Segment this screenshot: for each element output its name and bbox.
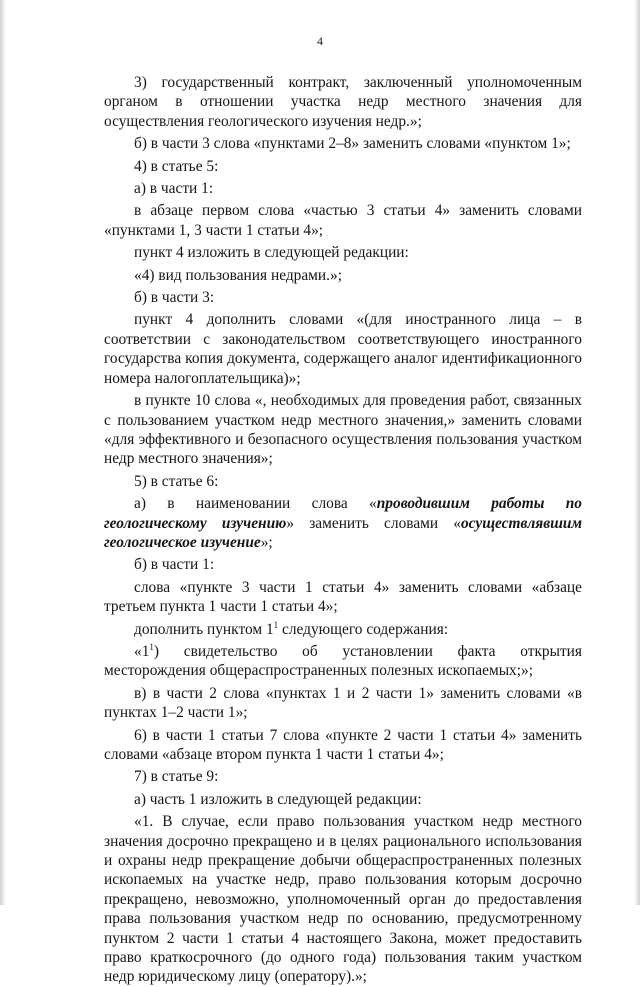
- paragraph: б) в части 1:: [134, 556, 215, 574]
- page-number: 4: [317, 34, 323, 48]
- paragraph: 4) в статье 5:: [134, 157, 219, 175]
- text-run: следующего содержания:: [278, 620, 449, 638]
- paragraph: «4) вид пользования недрами.»;: [134, 266, 342, 284]
- paragraph: в) в части 2 слова «пунктах 1 и 2 части 1» заменить словами «в пунктах 1–2 части 1»;: [104, 684, 582, 722]
- paragraph: в пункте 10 слова «, необходимых для проведения работ, связанных с пользованием участком недр местного значения,» заменить словами «для эффективного и безопасного осуществления пользования участком недр местного значения»;: [104, 392, 582, 468]
- superscript: 1: [273, 619, 279, 630]
- text-run: » заменить словами «: [286, 514, 461, 532]
- superscript: 1: [149, 641, 154, 652]
- text-run: а) в наименовании слова «: [134, 495, 377, 513]
- paragraph: в абзаце первом слова «частью 3 статьи 4» заменить словами «пунктами 1, 3 части 1 статьи 4»;: [104, 202, 582, 239]
- paragraph-mixed: [104, 620, 582, 639]
- text-run: дополнить пунктом 1: [134, 620, 274, 638]
- scan-right-edge: [634, 0, 640, 905]
- text-run: «1: [134, 642, 150, 660]
- paragraph: слова «пункте 3 части 1 статьи 4» заменить словами «абзаце третьем пункта 1 части 1 статьи 4»;: [104, 578, 582, 616]
- paragraph: а) в части 1:: [134, 180, 214, 198]
- paragraph: пункт 4 изложить в следующей редакции:: [134, 244, 409, 262]
- paragraph: 6) в части 1 статьи 7 слова «пункте 2 части 1 статьи 4» заменить словами «абзаце втором пункта 1 части 1 статьи 4»;: [104, 726, 582, 763]
- text-run: »;: [260, 533, 273, 551]
- paragraph-mixed: [104, 642, 582, 681]
- paragraph: пункт 4 дополнить словами «(для иностранного лица – в соответствии с законодательством соответствующего иностранного государства копия документа, содержащего аналог идентификационного номера налогоплательщика)»;: [104, 311, 582, 387]
- paragraph-mixed: [104, 494, 582, 552]
- text-run: ) свидетельство об установлении факта открытия месторождения общераспространенных полезных ископаемых;»;: [104, 642, 582, 680]
- paragraph: 7) в статье 9:: [134, 768, 219, 786]
- bold-italic-run: осуществлявшим геологическое изучение: [104, 514, 582, 551]
- paragraph: 3) государственный контракт, заключенный уполномоченным органом в отношении участка недр местного значения для осуществления геологического изучения недр.»;: [104, 74, 582, 130]
- paragraph: б) в части 3 слова «пунктами 2–8» заменить словами «пунктом 1»;: [134, 135, 571, 153]
- bold-italic-run: проводившим работы по геологическому изучению: [104, 495, 582, 532]
- paragraph: 5) в статье 6:: [134, 472, 219, 490]
- paragraph: б) в части 3:: [134, 289, 215, 307]
- paragraph: а) часть 1 изложить в следующей редакции:: [134, 790, 422, 808]
- document-body: [104, 73, 582, 987]
- scan-left-edge: [0, 0, 6, 905]
- paragraph: «1. В случае, если право пользования участком недр местного значения досрочно прекращено и в целях рационального использования и охраны недр прекращение добычи общераспространенных полезных ископаемых на участке недр, право пользования которым досрочно прекращено, невозможно, уполномоченный орган до предоставления права пользования участком недр по основанию, предусмотренному пунктом 2 части 1 статьи 4 настоящего Закона, может предоставить право краткосрочного (до одного года) пользования таким участком недр юридическому лицу (оператору).»;: [104, 813, 582, 986]
